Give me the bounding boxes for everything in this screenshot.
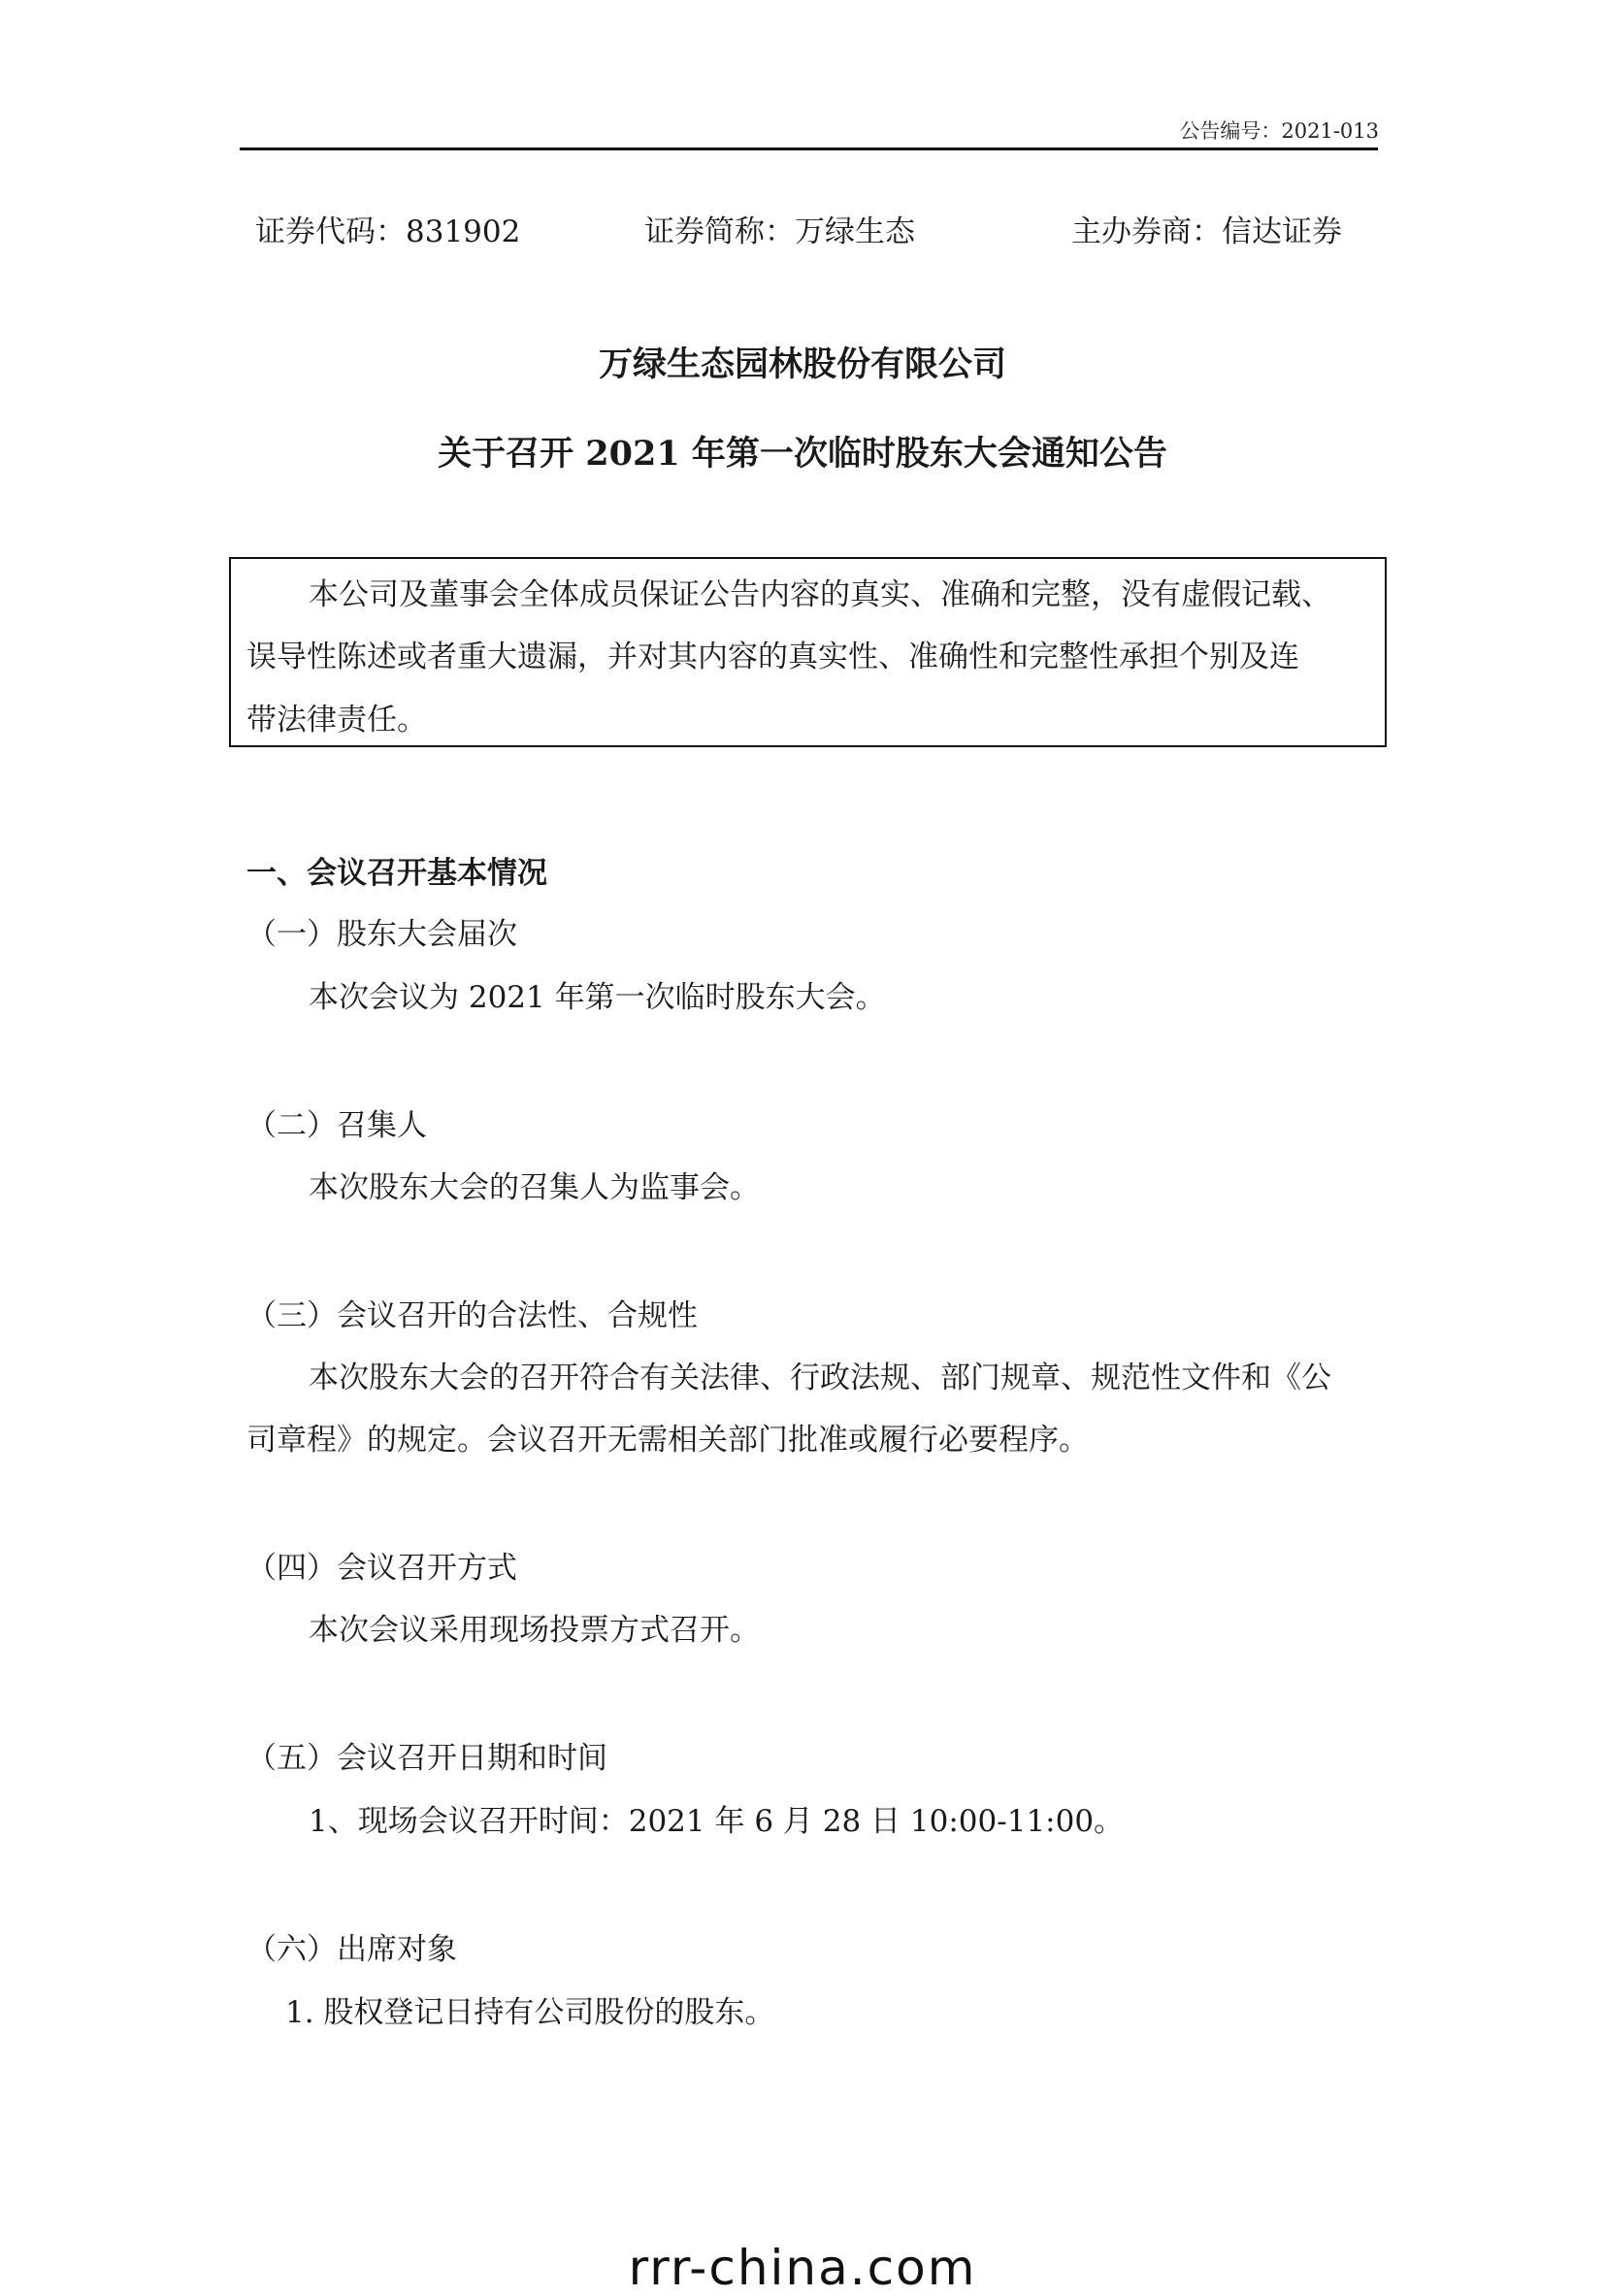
footer-watermark: rrr-china.com [628,2240,977,2296]
announcement-number: 公告编号：2021-013 [1179,119,1379,143]
security-code: 证券代码：831902 [255,214,521,249]
paragraph-datetime: 1、现场会议召开时间：2021 年 6 月 28 日 10:00-11:00。 [309,1804,1125,1839]
document-title-company: 万绿生态园林股份有限公司 [598,344,1006,384]
paragraph-legality: 本次股东大会的召开符合有关法律、行政法规、部门规章、规范性文件和《公 [309,1361,1331,1395]
notice-line: 误导性陈述或者重大遗漏，并对其内容的真实性、准确性和完整性承担个别及连 [246,640,1299,674]
paragraph-legality-cont: 司章程》的规定。会议召开无需相关部门批准或履行必要程序。 [246,1423,1089,1458]
subsection-heading-method: （四）会议召开方式 [246,1551,517,1586]
security-short-name: 证券简称：万绿生态 [644,214,915,249]
paragraph-method: 本次会议采用现场投票方式召开。 [309,1613,760,1648]
paragraph-session: 本次会议为 2021 年第一次临时股东大会。 [309,980,886,1015]
lead-broker: 主办券商：信达证券 [1071,214,1342,249]
notice-line: 本公司及董事会全体成员保证公告内容的真实、准确和完整，没有虚假记载、 [309,577,1331,612]
subsection-heading-legality: （三）会议召开的合法性、合规性 [246,1298,698,1333]
subsection-heading-convener: （二）召集人 [246,1108,427,1143]
subsection-heading-session: （一）股东大会届次 [246,917,517,952]
paragraph-attendees: 1. 股权登记日持有公司股份的股东。 [285,1995,775,2030]
section-heading-meeting-basics: 一、会议召开基本情况 [246,856,547,891]
paragraph-convener: 本次股东大会的召集人为监事会。 [309,1170,760,1205]
notice-line: 带法律责任。 [246,703,427,738]
subsection-heading-datetime: （五）会议召开日期和时间 [246,1741,607,1776]
document-title-subject: 关于召开 2021 年第一次临时股东大会通知公告 [438,434,1167,474]
subsection-heading-attendees: （六）出席对象 [246,1932,457,1967]
header-rule [240,148,1378,150]
